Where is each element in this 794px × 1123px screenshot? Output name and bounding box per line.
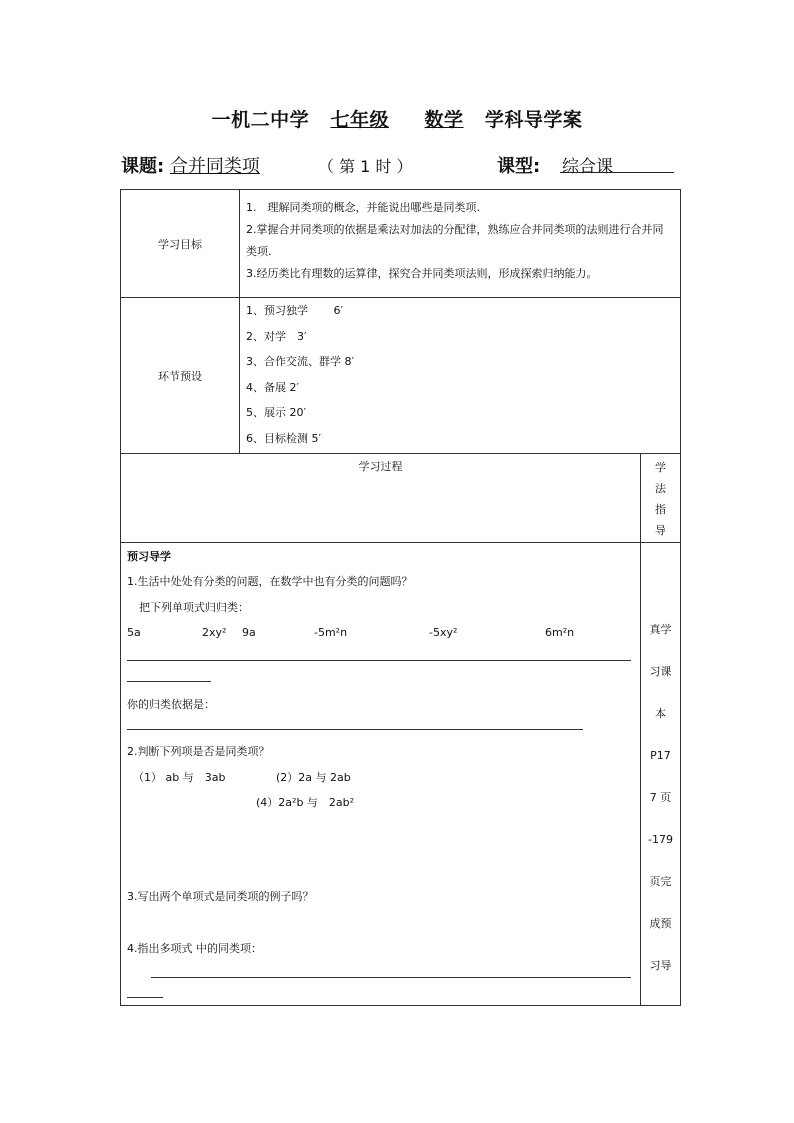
doc-type: 学科导学案 (484, 109, 583, 131)
guide-text: 习导 (649, 959, 672, 972)
steps-list (240, 298, 681, 454)
process-title: 学习过程 (121, 454, 641, 543)
goal-item: 3.经历类比有理数的运算律，探究合并同类项法则，形成探索归纳能力。 (246, 267, 598, 280)
step-item: 6、目标检测 5′ (246, 431, 321, 445)
question-2-b: (2）2a 与 2ab (276, 771, 351, 784)
question-2: 2.判断下列项是否是同类项？ (127, 745, 270, 758)
term: 9a (242, 626, 256, 639)
goal-item: 2.掌握合并同类项的依据是乘法对加法的分配律，熟练应合并同类项的法则进行合并同类项. (246, 223, 664, 258)
question-1: 1.生活中处处有分类的问题，在数学中也有分类的问题吗？ (127, 575, 413, 588)
step-item: 4、备展 2′ (246, 380, 299, 394)
topic-value: 合并同类项 (169, 156, 260, 177)
goals-label: 学习目标 (121, 190, 240, 298)
question-2-a: （1） ab 与 3ab (133, 771, 226, 784)
term: 6m²n (545, 626, 575, 639)
answer-line (127, 997, 163, 998)
basis-prompt: 你的归类依据是： (127, 698, 215, 711)
side-char: 指 (655, 503, 666, 516)
guide-text: -179 (648, 833, 673, 846)
preview-section (121, 543, 641, 1006)
side-char: 法 (655, 482, 666, 495)
guide-text: 本 (655, 707, 666, 720)
guide-text: 习课 (649, 665, 672, 678)
guide-text: 页完 (649, 875, 672, 888)
type-value: 综合课 (562, 157, 613, 177)
guide-text: 7 页 (649, 791, 672, 804)
answer-line (127, 660, 631, 661)
guide-text: P17 (650, 749, 671, 762)
side-char: 学 (655, 461, 666, 474)
grade: 七年级 (330, 109, 389, 131)
topic-label: 课题: (121, 156, 165, 177)
goal-item: 1. 理解同类项的概念，并能说出哪些是同类项. (246, 201, 480, 214)
term: -5m²n (314, 626, 348, 639)
answer-line (151, 977, 631, 978)
type-underline (560, 172, 674, 173)
term: 5a (127, 626, 141, 639)
step-item: 2、对学 3′ (246, 329, 307, 343)
type-row (497, 152, 540, 178)
term: -5xy² (429, 626, 458, 639)
type-label: 课型: (497, 156, 541, 177)
term: 2xy² (202, 626, 227, 639)
study-guide-column (641, 543, 681, 1006)
method-guide-title (641, 454, 681, 543)
period: （ 第 1 时 ） (318, 157, 413, 176)
school-name: 一机二中学 (211, 109, 310, 131)
step-item: 5、展示 20′ (246, 406, 306, 419)
page-title (0, 105, 794, 132)
subject: 数学 (424, 109, 464, 131)
goals-list (240, 190, 681, 298)
question-4: 4.指出多项式 中的同类项： (127, 942, 262, 955)
question-1-sub: 把下列单项式归归类： (139, 601, 249, 614)
step-item: 3、合作交流、群学 8′ (246, 355, 354, 368)
answer-line (127, 729, 583, 730)
guide-text: 成预 (649, 917, 672, 930)
topic-row (121, 152, 260, 178)
question-3: 3.写出两个单项式是同类项的例子吗？ (127, 890, 314, 903)
answer-line (127, 681, 211, 682)
preview-heading: 预习导学 (127, 550, 171, 563)
side-char: 导 (655, 524, 666, 537)
step-item: 1、预习独学 6′ (246, 304, 343, 317)
question-2-c: (4）2a²b 与 2ab² (256, 796, 355, 809)
steps-label: 环节预设 (121, 298, 240, 454)
lesson-table (120, 189, 681, 1006)
guide-text: 真学 (649, 623, 672, 636)
